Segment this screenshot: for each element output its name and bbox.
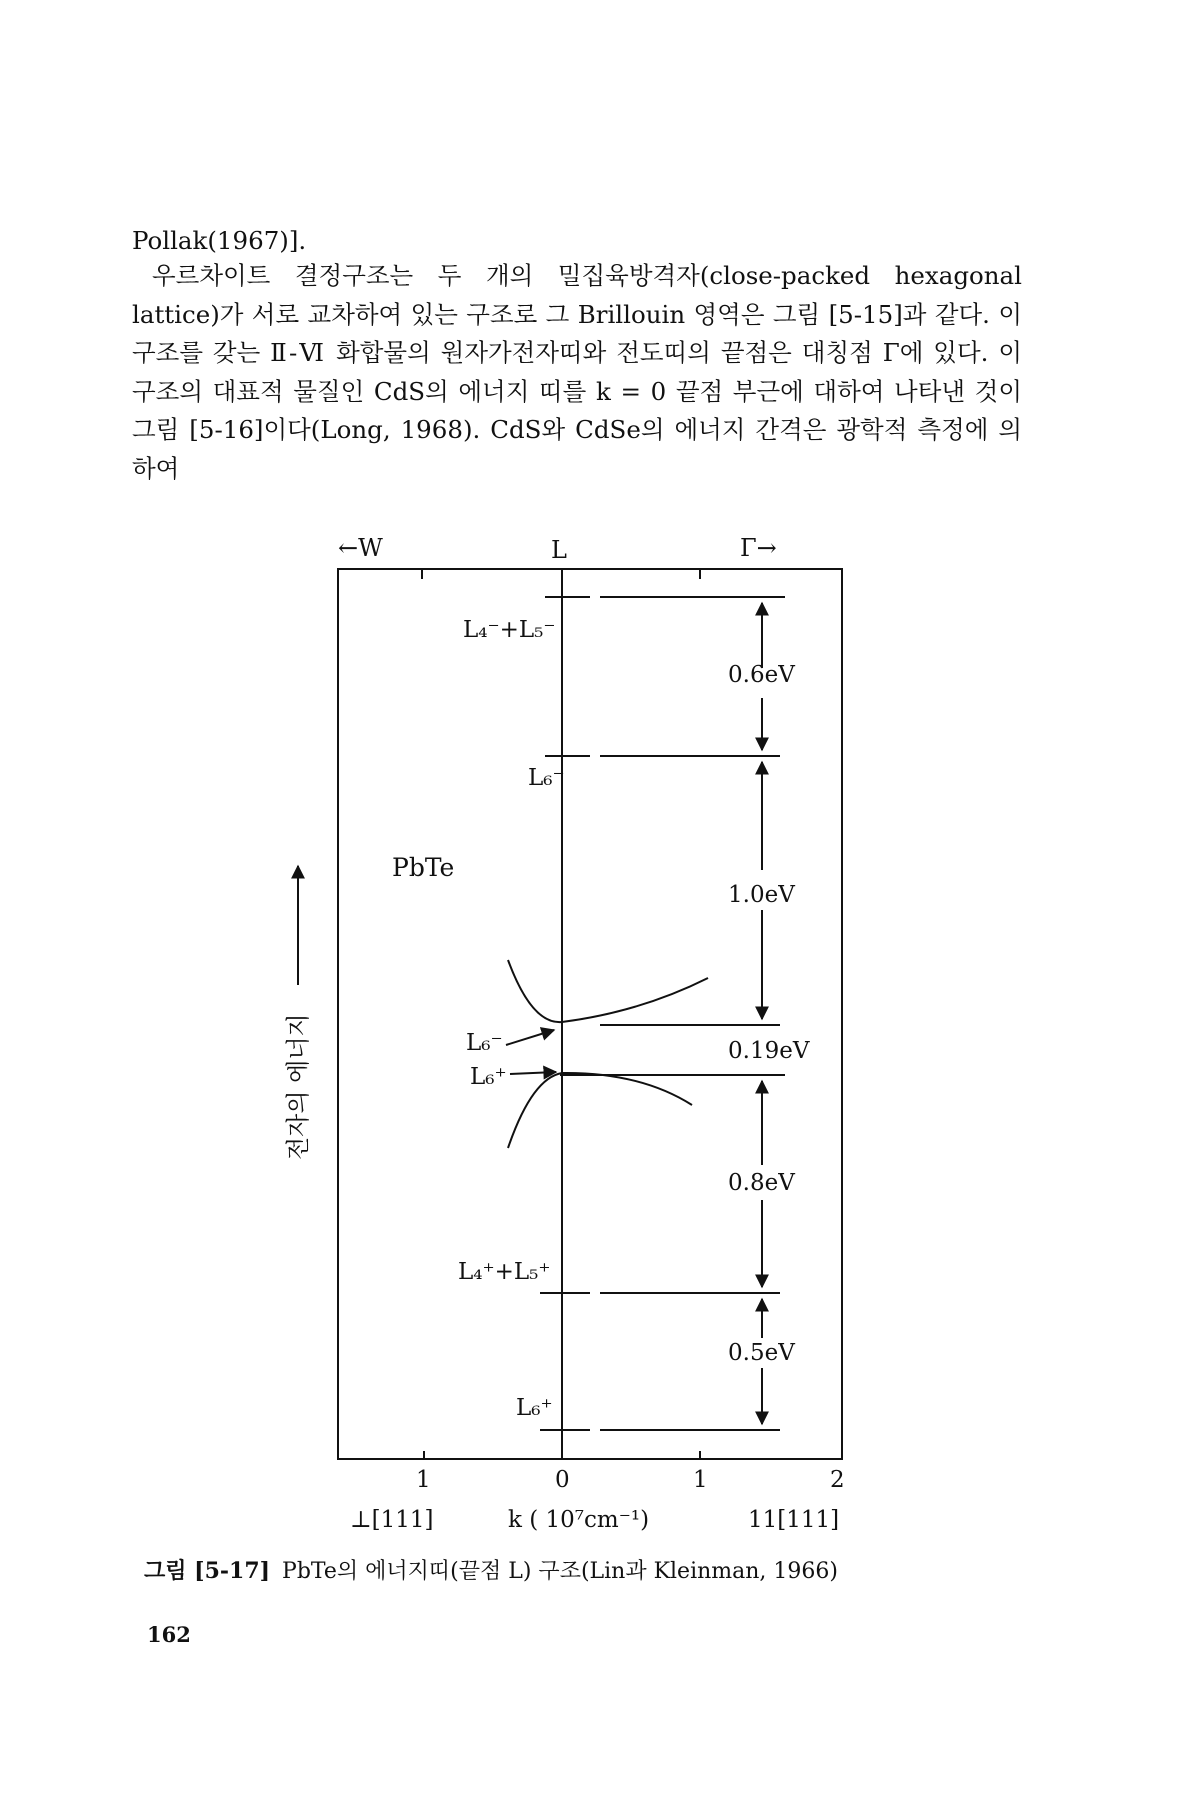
bottom-label-k: k ( 10⁷cm⁻¹) [508, 1507, 650, 1533]
paragraph-text: 우르차이트 결정구조는 두 개의 밀집육방격자(close-packed hexagonal lattice)가 서로 교차하여 있는 구조로 그 Brillouin 영역은 그림 [5-15]과 같다. 이 구조를 갖는 Ⅱ-Ⅵ 화합물의 원자가전자띠와 전도띠의 끝점은 대칭점 Γ에 있다. 이 구조의 대표적 물질인 CdS의 에너지 띠를 k = 0 끝점 부근에 대하여 나타낸 것이 그림 [5-16]이다(Long, 1968). CdS와 CdSe의 에너지 간격은 광학적 측정에 의하여 [132, 261, 1022, 483]
level-label-l4l5-plus: L₄⁺+L₅⁺ [458, 1259, 551, 1285]
pointer-arrow-l6-plus [510, 1072, 556, 1074]
level-label-l6-minus-top: L₆⁻ [528, 765, 565, 791]
valence-band-curve [508, 1073, 692, 1148]
level-label-l6-minus: L₆⁻ [466, 1030, 503, 1056]
energy-axis-label: 전자의 에너지 [284, 1013, 312, 1160]
page-number: 162 [147, 1622, 191, 1647]
conduction-band-curve [508, 960, 708, 1022]
gap-label-2: 1.0eV [728, 882, 795, 908]
gap-label-4: 0.8eV [728, 1170, 795, 1196]
material-label: PbTe [392, 853, 455, 882]
tick-label-1-left: 1 [416, 1467, 431, 1493]
pointer-arrow-l6-minus [506, 1030, 554, 1045]
caption-text: PbTe의 에너지띠(끝점 L) 구조(Lin과 Kleinman, 1966) [282, 1559, 838, 1584]
label-gamma: Γ→ [740, 534, 777, 562]
gap-label-3: 0.19eV [728, 1038, 810, 1064]
energy-levels [540, 597, 785, 1430]
gap-label-1: 0.6eV [728, 662, 795, 688]
label-l: L [551, 536, 567, 564]
tick-label-1-right: 1 [693, 1467, 708, 1493]
level-label-l6-plus: L₆⁺ [470, 1064, 507, 1090]
figure-caption [144, 1554, 1044, 1585]
label-w: ←W [338, 534, 383, 562]
bottom-label-perp-111: ⊥[111] [350, 1507, 434, 1533]
tick-label-2: 2 [830, 1467, 845, 1493]
pollak-reference: Pollak(1967)]. [132, 226, 307, 255]
level-label-l4l5-minus: L₄⁻+L₅⁻ [463, 617, 556, 643]
caption-label: 그림 [5-17] [144, 1558, 271, 1584]
tick-label-0: 0 [555, 1467, 570, 1493]
gap-label-5: 0.5eV [728, 1340, 795, 1366]
figure-frame [338, 569, 842, 1459]
level-label-l6-plus-bottom: L₆⁺ [516, 1395, 553, 1421]
bottom-label-parallel-111: 11[111] [748, 1507, 840, 1533]
